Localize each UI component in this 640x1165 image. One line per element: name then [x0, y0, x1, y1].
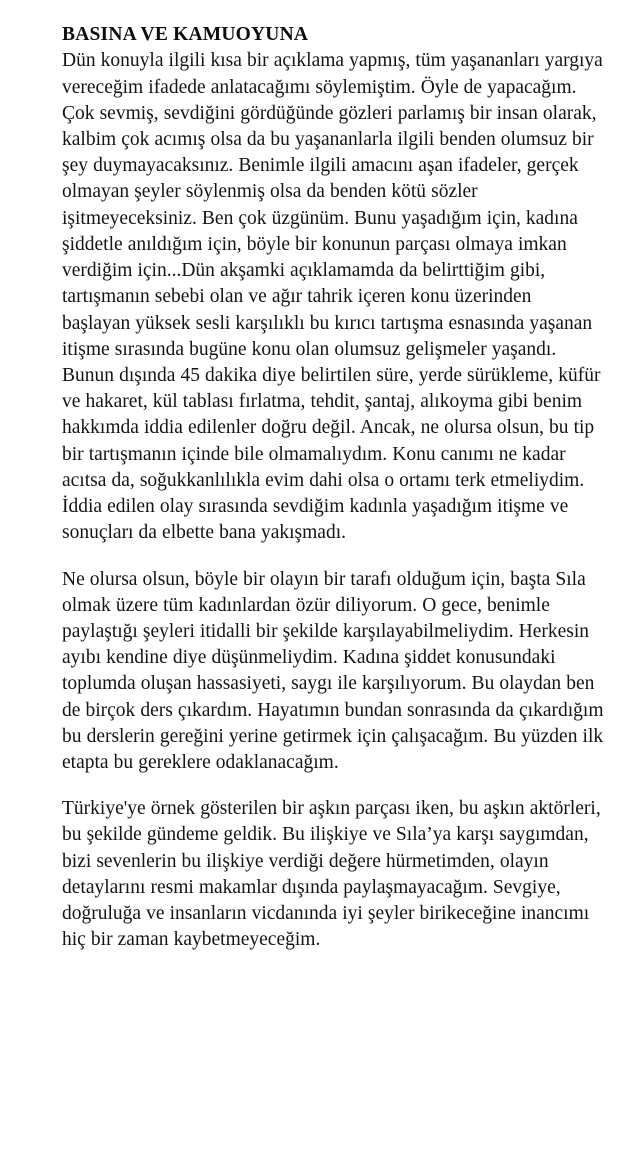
- paragraph-3: Türkiye'ye örnek gösterilen bir aşkın parçası iken, bu aşkın aktörleri, bu şekilde gündeme geldik. Bu ilişkiye ve Sıla’ya karşı saygımdan, bizi sevenlerin bu ilişkiye verdiği değere hürmetimden, olayın detaylarını resmi makamlar dışında paylaşmayacağım. Sevgiye, doğruluğa ve insanların vicdanında iyi şeyler birikeceğine inancımı hiç bir zaman kaybetmeyeceğim.: [62, 798, 601, 951]
- paragraph-spacer: [62, 776, 604, 796]
- document-title: BASINA VE KAMUOYUNA: [62, 24, 309, 45]
- paragraph-2: Ne olursa olsun, böyle bir olayın bir tarafı olduğum için, başta Sıla olmak üzere tüm kadınlardan özür diliyorum. O gece, benimle paylaştığı şeyleri itidalli bir şekilde karşılayabilmeliydim. Herkesin ayıbı kendine diye düşünmeliydim. Kadına şiddet konusundaki toplumda oluşan hassasiyeti, saygı ile karşılıyorum. Bu olaydan ben de birçok ders çıkardım. Hayatımın bundan sonrasında da çıkardığım bu derslerin gereğini yerine getirmek için çalışacağım. Bu yüzden ilk etapta bu gereklere odaklanacağım.: [62, 568, 604, 774]
- paragraph-spacer: [62, 547, 604, 567]
- paragraph-1: Dün konuyla ilgili kısa bir açıklama yapmış, tüm yaşananları yargıya vereceğim ifadede anlatacağımı söylemiştim. Öyle de yapacağım. Çok sevmiş, sevdiğini gördüğünde gözleri parlamış bir insan olarak, kalbim çok acımış olsa da bu yaşananlarla ilgili benden olumsuz bir şey duymayacaksınız. Benimle ilgili amacını aşan ifadeler, gerçek olmayan şeyler söylenmiş olsa da benden kötü sözler işitmeyeceksiniz. Ben çok üzgünüm. Bunu yaşadığım için, kadına şiddetle anıldığım için, böyle bir konunun parçası olmaya imkan verdiğim için...Dün akşamki açıklamamda da belirttiğim gibi, tartışmanın sebebi olan ve ağır tahrik içeren konu üzerinden başlayan yüksek sesli karşılıklı bu kırıcı tartışma esnasında yaşanan itişme sırasında bugüne konu olan olumsuz gelişmeler yaşandı. Bunun dışında 45 dakika diye belirtilen süre, yerde sürükleme, küfür ve hakaret, kül tablası fırlatma, tehdit, şantaj, alıkoyma gibi benim hakkımda iddia edilenler doğru değil. Ancak, ne olursa olsun, bu tip bir tartışmanın içinde bile olmamalıydım. Konu canımı ne kadar acıtsa da, soğukkanlılıkla evim dahi olsa o ortamı terk etmeliydim. İddia edilen olay sırasında sevdiğim kadınla yaşadığım itişme ve sonuçları da elbette bana yakışmadı.: [62, 50, 603, 544]
